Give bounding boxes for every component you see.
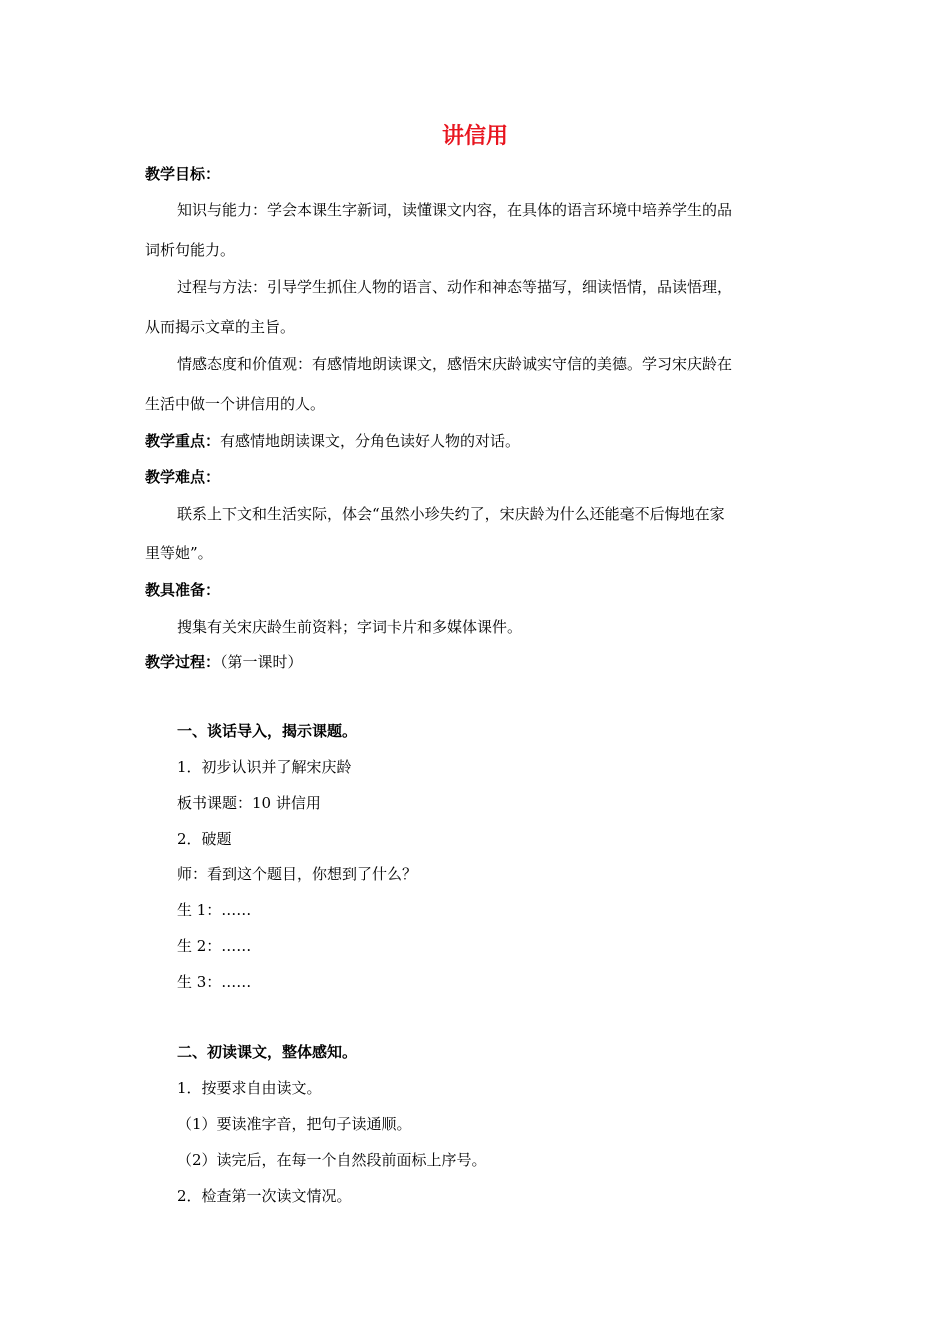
process-row [145, 652, 303, 672]
prep-text: 搜集有关宋庆龄生前资料；字词卡片和多媒体课件。 [177, 618, 523, 636]
part1-heading: 一、谈话导入，揭示课题。 [177, 722, 358, 740]
part2-heading: 二、初读课文，整体感知。 [177, 1043, 358, 1061]
part1-item: 生 3：…… [177, 973, 252, 991]
objective-process-line2: 从而揭示文章的主旨。 [145, 318, 296, 336]
part1-item: 师：看到这个题目，你想到了什么？ [177, 865, 418, 883]
key-point-heading: 教学重点： [145, 432, 221, 450]
objective-process-line1: 过程与方法：引导学生抓住人物的语言、动作和神态等描写，细读悟情，品读悟理， [177, 278, 733, 296]
part2-item: 2．检查第一次读文情况。 [177, 1187, 352, 1205]
part1-item: 生 2：…… [177, 937, 252, 955]
prep-heading: 教具准备： [145, 581, 221, 599]
objective-knowledge-line1: 知识与能力：学会本课生字新词，读懂课文内容，在具体的语言环境中培养学生的品 [177, 201, 733, 219]
objective-knowledge-line2: 词析句能力。 [145, 241, 236, 259]
difficulty-heading: 教学难点： [145, 468, 221, 486]
key-point-text: 有感情地朗读课文，分角色读好人物的对话。 [220, 432, 521, 450]
part1-item: 1．初步认识并了解宋庆龄 [177, 758, 352, 776]
objectives-heading: 教学目标： [145, 165, 221, 183]
process-heading: 教学过程： [145, 653, 221, 671]
difficulty-line2: 里等她”。 [145, 544, 213, 562]
process-note: （第一课时） [220, 653, 303, 671]
part2-item: （2）读完后，在每一个自然段前面标上序号。 [177, 1151, 487, 1169]
part1-item: 板书课题：10 讲信用 [177, 794, 321, 812]
part1-item: 生 1：…… [177, 901, 252, 919]
difficulty-line1: 联系上下文和生活实际，体会“虽然小珍失约了，宋庆龄为什么还能毫不后悔地在家 [177, 505, 725, 523]
part1-item: 2．破题 [177, 830, 232, 848]
objective-values-line2: 生活中做一个讲信用的人。 [145, 395, 326, 413]
key-point-row [145, 431, 520, 451]
part2-item: 1．按要求自由读文。 [177, 1079, 322, 1097]
objective-values-line1: 情感态度和价值观：有感情地朗读课文，感悟宋庆龄诚实守信的美德。学习宋庆龄在 [177, 355, 733, 373]
document-title: 讲信用 [441, 124, 508, 149]
part2-item: （1）要读准字音，把句子读通顺。 [177, 1115, 412, 1133]
